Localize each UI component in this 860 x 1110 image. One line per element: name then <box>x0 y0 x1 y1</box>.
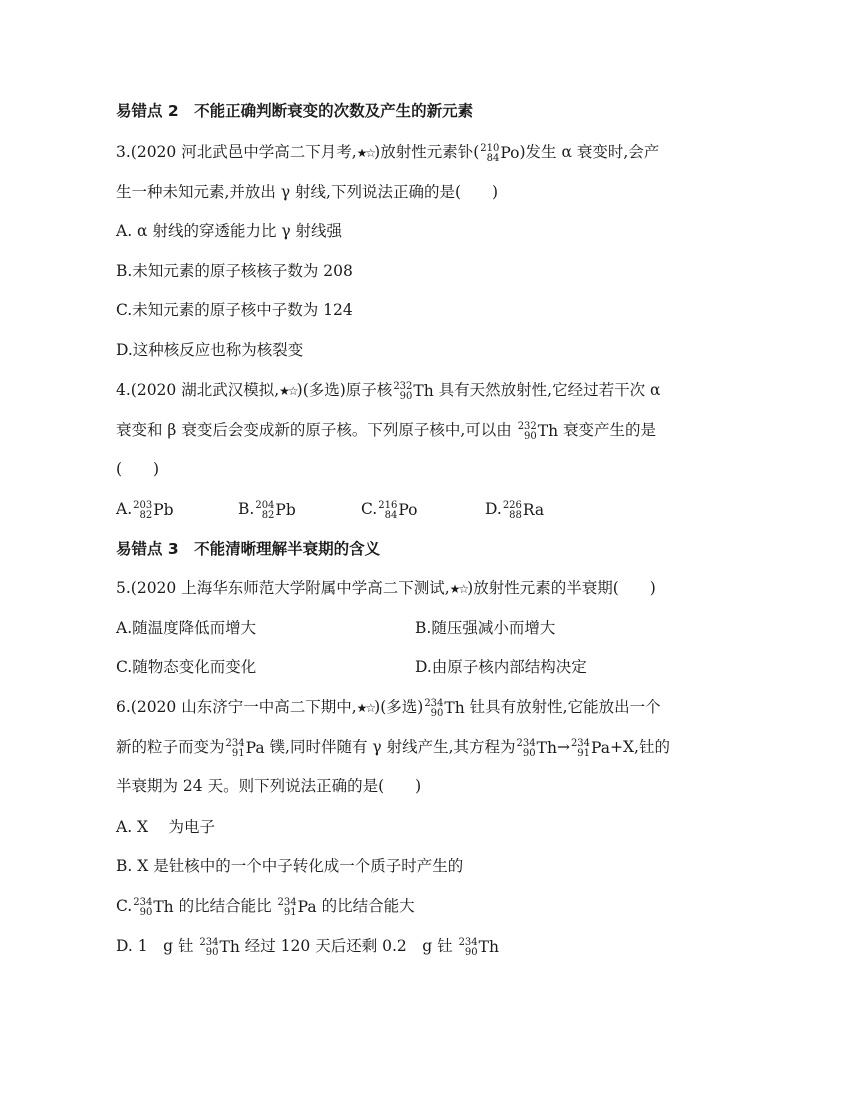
nuclide-th234 <box>198 937 239 958</box>
difficulty-stars-icon: ★☆ <box>279 384 297 398</box>
element-symbol: Th <box>537 421 559 440</box>
mass-number: 216 <box>378 499 398 511</box>
q3-option-d: D.这种核反应也称为核裂变 <box>116 341 304 359</box>
element-symbol: Po <box>500 143 520 162</box>
q5-option-c: C.随物态变化而变化 <box>116 658 257 676</box>
section-heading-2: 易错点 3 不能清晰理解半衰期的含义 <box>116 540 381 558</box>
option-label: D. <box>485 500 502 518</box>
q5-option-b: B.随压强减小而增大 <box>415 619 556 637</box>
q3-source: 3.(2020 河北武邑中学高二下月考, <box>116 143 357 161</box>
q6-option-c <box>116 896 415 918</box>
mass-number: 234 <box>277 896 297 908</box>
q5-option-d: D.由原子核内部结构决定 <box>415 658 587 676</box>
q4-option-c <box>361 499 417 521</box>
atomic-number: 90 <box>464 946 478 958</box>
option-label: A. <box>116 500 133 518</box>
nuclide-th234 <box>516 738 557 759</box>
q3-line-2: 生一种未知元素,并放出 γ 射线,下列说法正确的是( ) <box>116 183 499 201</box>
mass-number: 232 <box>517 420 537 432</box>
q4-line-2 <box>116 420 656 442</box>
arrow-symbol: → <box>556 738 570 756</box>
element-symbol: Pa <box>245 738 265 757</box>
element-symbol: Pa <box>591 738 611 757</box>
q4-text: )(多选)原子核 <box>296 381 393 399</box>
nuclide <box>254 500 295 521</box>
atomic-number: 90 <box>524 430 537 442</box>
q6-text: +X,钍的 <box>610 738 670 756</box>
atomic-number: 90 <box>205 946 219 958</box>
atomic-number: 90 <box>522 747 536 759</box>
q6-text: 的比结合能比 <box>178 897 272 915</box>
mass-number: 234 <box>458 936 478 948</box>
nuclide-th232 <box>392 381 433 402</box>
element-symbol: Th <box>153 897 174 916</box>
q3-option-c: C.未知元素的原子核中子数为 124 <box>116 301 353 319</box>
nuclide <box>132 500 173 521</box>
mass-number: 232 <box>393 380 413 392</box>
q5-text: )放射性元素的半衰期( ) <box>467 579 656 597</box>
atomic-number: 84 <box>384 509 398 521</box>
mass-number: 204 <box>255 499 275 511</box>
option-label: C. <box>116 897 133 915</box>
mass-number: 234 <box>133 896 153 908</box>
element-symbol: Pb <box>275 500 296 519</box>
element-symbol: Th <box>413 381 434 400</box>
nuclide-po210 <box>479 143 519 164</box>
q6-text: 新的粒子而变为 <box>116 738 225 756</box>
nuclide-th234 <box>458 937 499 958</box>
element-symbol: Th <box>444 698 465 717</box>
mass-number: 234 <box>570 737 591 749</box>
atomic-number: 91 <box>231 747 245 759</box>
q6-line-3: 半衰期为 24 天。则下列说法正确的是( ) <box>116 777 422 795</box>
element-symbol: Po <box>398 500 418 519</box>
mass-number: 234 <box>516 737 536 749</box>
atomic-number: 84 <box>486 152 500 164</box>
nuclide-pa234 <box>570 738 610 759</box>
q3-text: )发生 α 衰变时,会产 <box>519 143 660 161</box>
q4-text: 衰变和 β 衰变后会变成新的原子核。下列原子核中,可以由 <box>116 421 512 439</box>
element-symbol: Pa <box>297 897 317 916</box>
q6-line-2 <box>116 737 670 759</box>
mass-number: 226 <box>502 499 522 511</box>
nuclide-th232 <box>517 421 558 442</box>
atomic-number: 82 <box>261 509 275 521</box>
atomic-number: 82 <box>139 509 153 521</box>
q4-text: 衰变产生的是 <box>563 421 657 439</box>
q4-source: 4.(2020 湖北武汉模拟, <box>116 381 280 399</box>
q6-option-a: A. X 为电子 <box>116 818 216 836</box>
q6-text: 镤,同时伴随有 γ 射线产生,其方程为 <box>269 738 516 756</box>
atomic-number: 90 <box>139 906 153 918</box>
q4-option-a <box>116 499 174 521</box>
mass-number: 234 <box>225 737 245 749</box>
mass-number: 234 <box>199 936 219 948</box>
q6-option-b: B. X 是钍核中的一个中子转化成一个质子时产生的 <box>116 857 464 875</box>
mass-number: 203 <box>133 499 153 511</box>
element-symbol: Th <box>219 937 240 956</box>
element-symbol: Pb <box>153 500 174 519</box>
atomic-number: 90 <box>430 707 444 719</box>
q5-line-1 <box>116 578 656 599</box>
nuclide-pa234 <box>277 897 317 918</box>
element-symbol: Th <box>478 937 499 956</box>
q4-text: 具有天然放射性,它经过若干次 α <box>438 381 661 399</box>
q5-option-a: A.随温度降低而增大 <box>116 619 257 637</box>
mass-number: 210 <box>480 142 500 154</box>
nuclide <box>502 500 544 521</box>
q3-option-a: A. α 射线的穿透能力比 γ 射线强 <box>116 222 343 240</box>
q3-text: )放射性元素钋( <box>374 143 480 161</box>
atomic-number: 88 <box>509 509 522 521</box>
nuclide-pa234 <box>225 738 265 759</box>
q6-text: )(多选) <box>374 698 424 716</box>
atomic-number: 91 <box>577 747 591 759</box>
nuclide-th234 <box>423 698 464 719</box>
q6-source: 6.(2020 山东济宁一中高二下期中, <box>116 698 357 716</box>
element-symbol: Ra <box>522 500 545 519</box>
option-label: B. <box>238 500 255 518</box>
q6-text: D. 1 g 钍 <box>116 937 194 955</box>
atomic-number: 90 <box>399 390 413 402</box>
nuclide <box>377 500 417 521</box>
q4-answer-blank: ( ) <box>116 460 160 478</box>
difficulty-stars-icon: ★☆ <box>356 146 375 160</box>
q5-source: 5.(2020 上海华东师范大学附属中学高二下测试, <box>116 579 450 597</box>
section-heading-1: 易错点 2 不能正确判断衰变的次数及产生的新元素 <box>116 102 474 120</box>
q6-text: 的比结合能大 <box>321 897 415 915</box>
q3-line-1 <box>116 142 659 164</box>
q4-option-d <box>485 499 544 521</box>
q6-text: 钍具有放射性,它能放出一个 <box>469 698 661 716</box>
q3-option-b: B.未知元素的原子核核子数为 208 <box>116 262 353 280</box>
q6-text: 经过 120 天后还剩 0.2 g 钍 <box>244 937 453 955</box>
difficulty-stars-icon: ★☆ <box>449 582 468 596</box>
difficulty-stars-icon: ★☆ <box>356 701 375 715</box>
mass-number: 234 <box>424 697 444 709</box>
option-label: C. <box>361 500 378 518</box>
element-symbol: Th <box>536 738 557 757</box>
q4-line-1 <box>116 380 661 402</box>
q4-option-b <box>238 499 296 521</box>
atomic-number: 91 <box>283 906 297 918</box>
nuclide-th234 <box>132 897 173 918</box>
q6-option-d <box>116 936 499 958</box>
q6-line-1 <box>116 697 661 719</box>
